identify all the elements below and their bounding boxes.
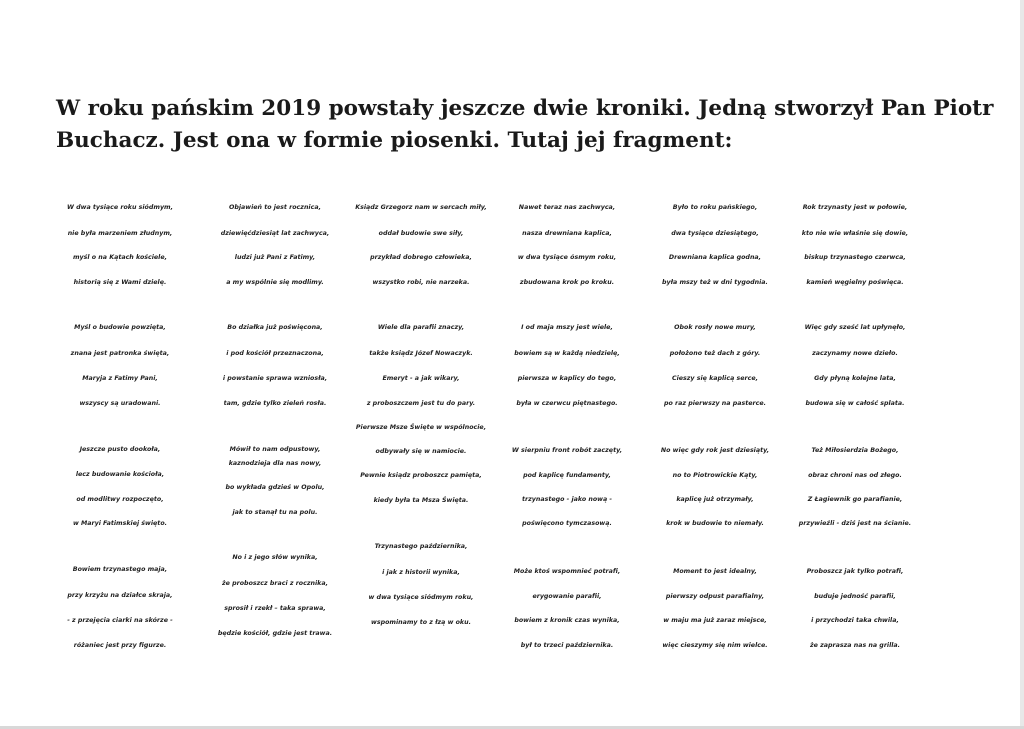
song-line: Objawień to jest rocznica, [229,204,321,211]
song-line: że proboszcz braci z rocznika, [221,580,329,587]
song-line: kamień węgielny poświęca. [806,279,904,286]
song-line: Gdy płyną kolejne lata, [814,375,896,382]
song-line: no to Piotrowickie Kąty, [672,472,758,479]
song-line: Cieszy się kaplicą serce, [671,375,759,382]
song-line: Bo działka już poświęcona, [227,324,323,331]
song-line: No i z jego słów wynika, [232,554,318,561]
song-line: biskup trzynastego czerwca, [804,254,906,261]
song-line: przy krzyżu na działce skraja, [67,592,173,599]
song-line: Może ktoś wspomnieć potrafi, [513,568,621,575]
song-line: Moment to jest idealny, [673,568,757,575]
song-line: myśl o na Kątach kościele, [72,254,168,261]
song-line: także ksiądz Józef Nowaczyk. [369,350,473,357]
song-line: nie była marzeniem złudnym, [67,230,173,237]
song-line: kto nie wie właśnie się dowie, [801,230,909,237]
song-line: wspominamy to z łzą w oku. [371,619,471,626]
song-line: erygowanie parafii, [532,593,602,600]
song-line: sprosił i rzekł – taka sprawa, [224,605,326,612]
song-line: i jak z historii wynika, [382,569,460,576]
song-line: był to trzeci października. [520,642,614,649]
song-line: pod kaplicę fundamenty, [523,472,611,479]
song-line: Też Miłosierdzia Bożego, [811,447,899,454]
song-line: I od maja mszy jest wiele, [521,324,613,331]
song-line: Emeryt - a jak wikary, [382,375,460,382]
song-line: Rok trzynasty jest w połowie, [802,204,908,211]
song-line: była mszy też w dni tygodnia. [662,279,768,286]
heading-line-2: Buchacz. Jest ona w formie piosenki. Tutaj jej fragment: [56,128,733,153]
song-line: po raz pierwszy na pasterce. [663,400,767,407]
song-line: od modlitwy rozpoczęto, [76,496,164,503]
song-line: była w czerwcu piętnastego. [516,400,618,407]
song-line: zbudowana krok po kroku. [519,279,615,286]
song-line: będzie kościół, gdzie jest trawa. [217,630,333,637]
song-line: i pod kościół przeznaczona, [226,350,324,357]
song-line: że zaprasza nas na grilla. [809,642,901,649]
song-line: odbywały się w namiocie. [375,448,467,455]
song-line: ludzi już Pani z Fatimy, [234,254,316,261]
song-line: krok w budowie to niemały. [666,520,764,527]
song-line: poświęcono tymczasową. [522,520,612,527]
song-line: lecz budowanie kościoła, [75,471,165,478]
song-line: Obok rosły nowe mury, [674,324,756,331]
song-line: budowa się w całość splata. [805,400,905,407]
song-line: buduje jedność parafii, [814,593,896,600]
song-line: Jeszcze pusto dookoła, [79,446,161,453]
song-line: położono też dach z góry. [669,350,761,357]
song-line: Było to roku pańskiego, [672,204,758,211]
song-line: w dwa tysiące ósmym roku, [517,254,617,261]
song-line: Pewnie ksiądz proboszcz pamięta, [360,472,482,479]
song-line: przykład dobrego człowieka, [370,254,472,261]
song-line: Więc gdy sześć lat upłynęło, [804,324,906,331]
song-line: tam, gdzie tylko zieleń rosła. [223,400,327,407]
song-line: różaniec jest przy figurze. [73,642,167,649]
song-line: nasza drewniana kaplica, [522,230,612,237]
song-line: pierwsza w kaplicy do tego, [517,375,617,382]
song-line: wszystko robi, nie narzeka. [372,279,470,286]
song-line: jak to stanął tu na polu. [232,509,318,516]
song-line: Nawet teraz nas zachwyca, [518,204,616,211]
song-line: dziewięćdziesiąt lat zachwyca, [220,230,330,237]
song-line: Bowiem trzynastego maja, [72,566,168,573]
song-line: No więc gdy rok jest dziesiąty, [660,447,770,454]
song-line: Wiele dla parafii znaczy, [377,324,465,331]
song-line: kiedy była ta Msza Święta. [373,497,469,504]
song-line: dwa tysiące dziesiątego, [671,230,759,237]
song-line: znana jest patronka święta, [70,350,170,357]
song-line: w dwa tysiące siódmym roku, [368,594,474,601]
song-line: z proboszczem jest tu do pary. [366,400,476,407]
song-line: oddał budowie swe siły, [378,230,464,237]
song-line: Trzynastego października, [374,543,468,550]
song-line: wszyscy są uradowani. [79,400,161,407]
song-line: przywieźli - dziś jest na ścianie. [798,520,912,527]
song-line: w maju ma już zaraz miejsce, [663,617,767,624]
song-line: Proboszcz jak tylko potrafi, [806,568,904,575]
song-line: bowiem z kronik czas wynika, [514,617,620,624]
song-line: bowiem są w każdą niedzielę, [514,350,620,357]
song-line: a my wspólnie się modlimy. [226,279,324,286]
song-line: - z przejęcia ciarki na skórze - [67,617,173,624]
song-line: historią się z Wami dzielę. [73,279,167,286]
song-line: Myśl o budowie powzięta, [74,324,166,331]
song-line: Drewniana kaplica godna, [668,254,762,261]
song-line: więc cieszymy się nim wielce. [662,642,768,649]
song-line: i przychodzi taka chwila, [811,617,899,624]
song-line: Pierwsze Msze Święte w wspólnocie, [355,424,487,431]
song-line: Maryja z Fatimy Pani, [82,375,158,382]
song-line: pierwszy odpust parafialny, [665,593,765,600]
song-line: W dwa tysiące roku siódmym, [66,204,174,211]
song-line: Z Łagiewnik go parafianie, [807,496,903,503]
scan-edge-right [1020,0,1024,729]
heading-line-1: W roku pańskim 2019 powstały jeszcze dwie kroniki. Jedną stworzył Pan Piotr [56,96,994,121]
song-line: bo wykłada gdzieś w Opolu, [225,484,325,491]
song-line: w Maryi Fatimskiej święto. [72,520,168,527]
song-line: W sierpniu front robót zaczęty, [511,447,623,454]
song-line: obraz chroni nas od złego. [808,472,902,479]
song-line: i powstanie sprawa wzniosła, [222,375,328,382]
song-line: kaznodzieja dla nas nowy, [228,460,322,467]
page-heading [56,93,994,157]
song-line: zaczynamy nowe dzieło. [812,350,898,357]
song-line: kaplicę już otrzymały, [676,496,754,503]
song-line: Ksiądz Grzegorz nam w sercach miły, [355,204,487,211]
song-line: trzynastego - jako nową - [521,496,613,503]
song-line: Mówił to nam odpustowy, [229,446,321,453]
